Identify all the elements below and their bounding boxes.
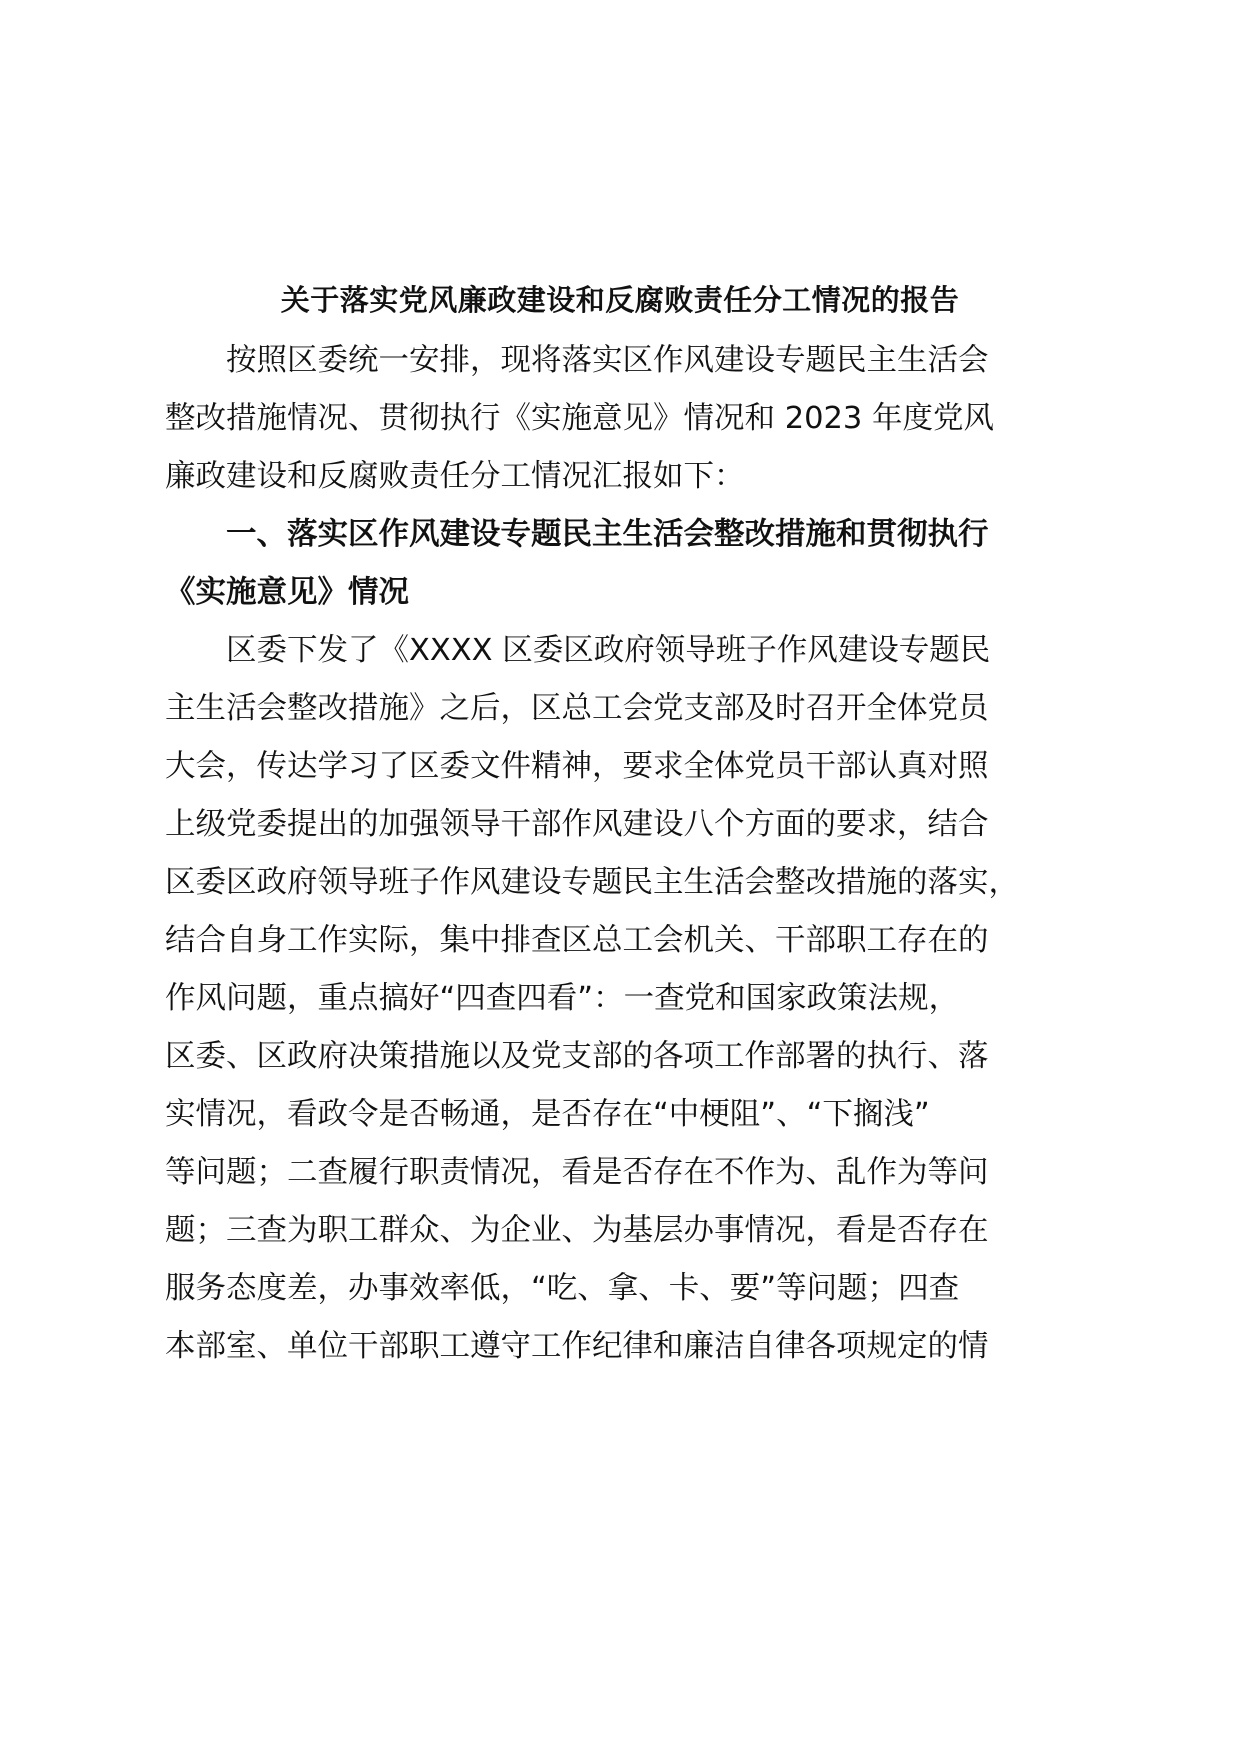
body-line: 区委下发了《XXXX 区委区政府领导班子作风建设专题民 [165, 633, 991, 668]
body-line: 服务态度差，办事效率低，“吃、拿、卡、要”等问题；四查 [165, 1271, 960, 1306]
body-line: 实情况，看政令是否畅通，是否存在“中梗阻”、“下搁浅” [165, 1097, 930, 1132]
body-line: 廉政建设和反腐败责任分工情况汇报如下： [165, 459, 745, 494]
body-line: 题；三查为职工群众、为企业、为基层办事情况，看是否存在 [165, 1213, 989, 1248]
body-line: 区委区政府领导班子作风建设专题民主生活会整改措施的落实， [165, 865, 1019, 900]
body-line: 上级党委提出的加强领导干部作风建设八个方面的要求，结合 [165, 807, 989, 842]
document-title: 关于落实党风廉政建设和反腐败责任分工情况的报告 [280, 283, 960, 317]
body-line: 作风问题，重点搞好“四查四看”：一查党和国家政策法规， [165, 981, 960, 1016]
body-line: 区委、区政府决策措施以及党支部的各项工作部署的执行、落 [165, 1039, 989, 1074]
body-line: 大会，传达学习了区委文件精神，要求全体党员干部认真对照 [165, 749, 989, 784]
body-line: 按照区委统一安排，现将落实区作风建设专题民主生活会 [165, 343, 989, 378]
body-line: 本部室、单位干部职工遵守工作纪律和廉洁自律各项规定的情 [165, 1329, 989, 1364]
section-heading-line: 一、落实区作风建设专题民主生活会整改措施和贯彻执行 [165, 517, 989, 552]
body-line: 整改措施情况、贯彻执行《实施意见》情况和 2023 年度党风 [165, 401, 995, 436]
body-line: 结合自身工作实际，集中排查区总工会机关、干部职工存在的 [165, 923, 989, 958]
body-line: 主生活会整改措施》之后，区总工会党支部及时召开全体党员 [165, 691, 989, 726]
section-heading-line: 《实施意见》情况 [165, 575, 409, 610]
body-line: 等问题；二查履行职责情况，看是否存在不作为、乱作为等问 [165, 1155, 989, 1190]
